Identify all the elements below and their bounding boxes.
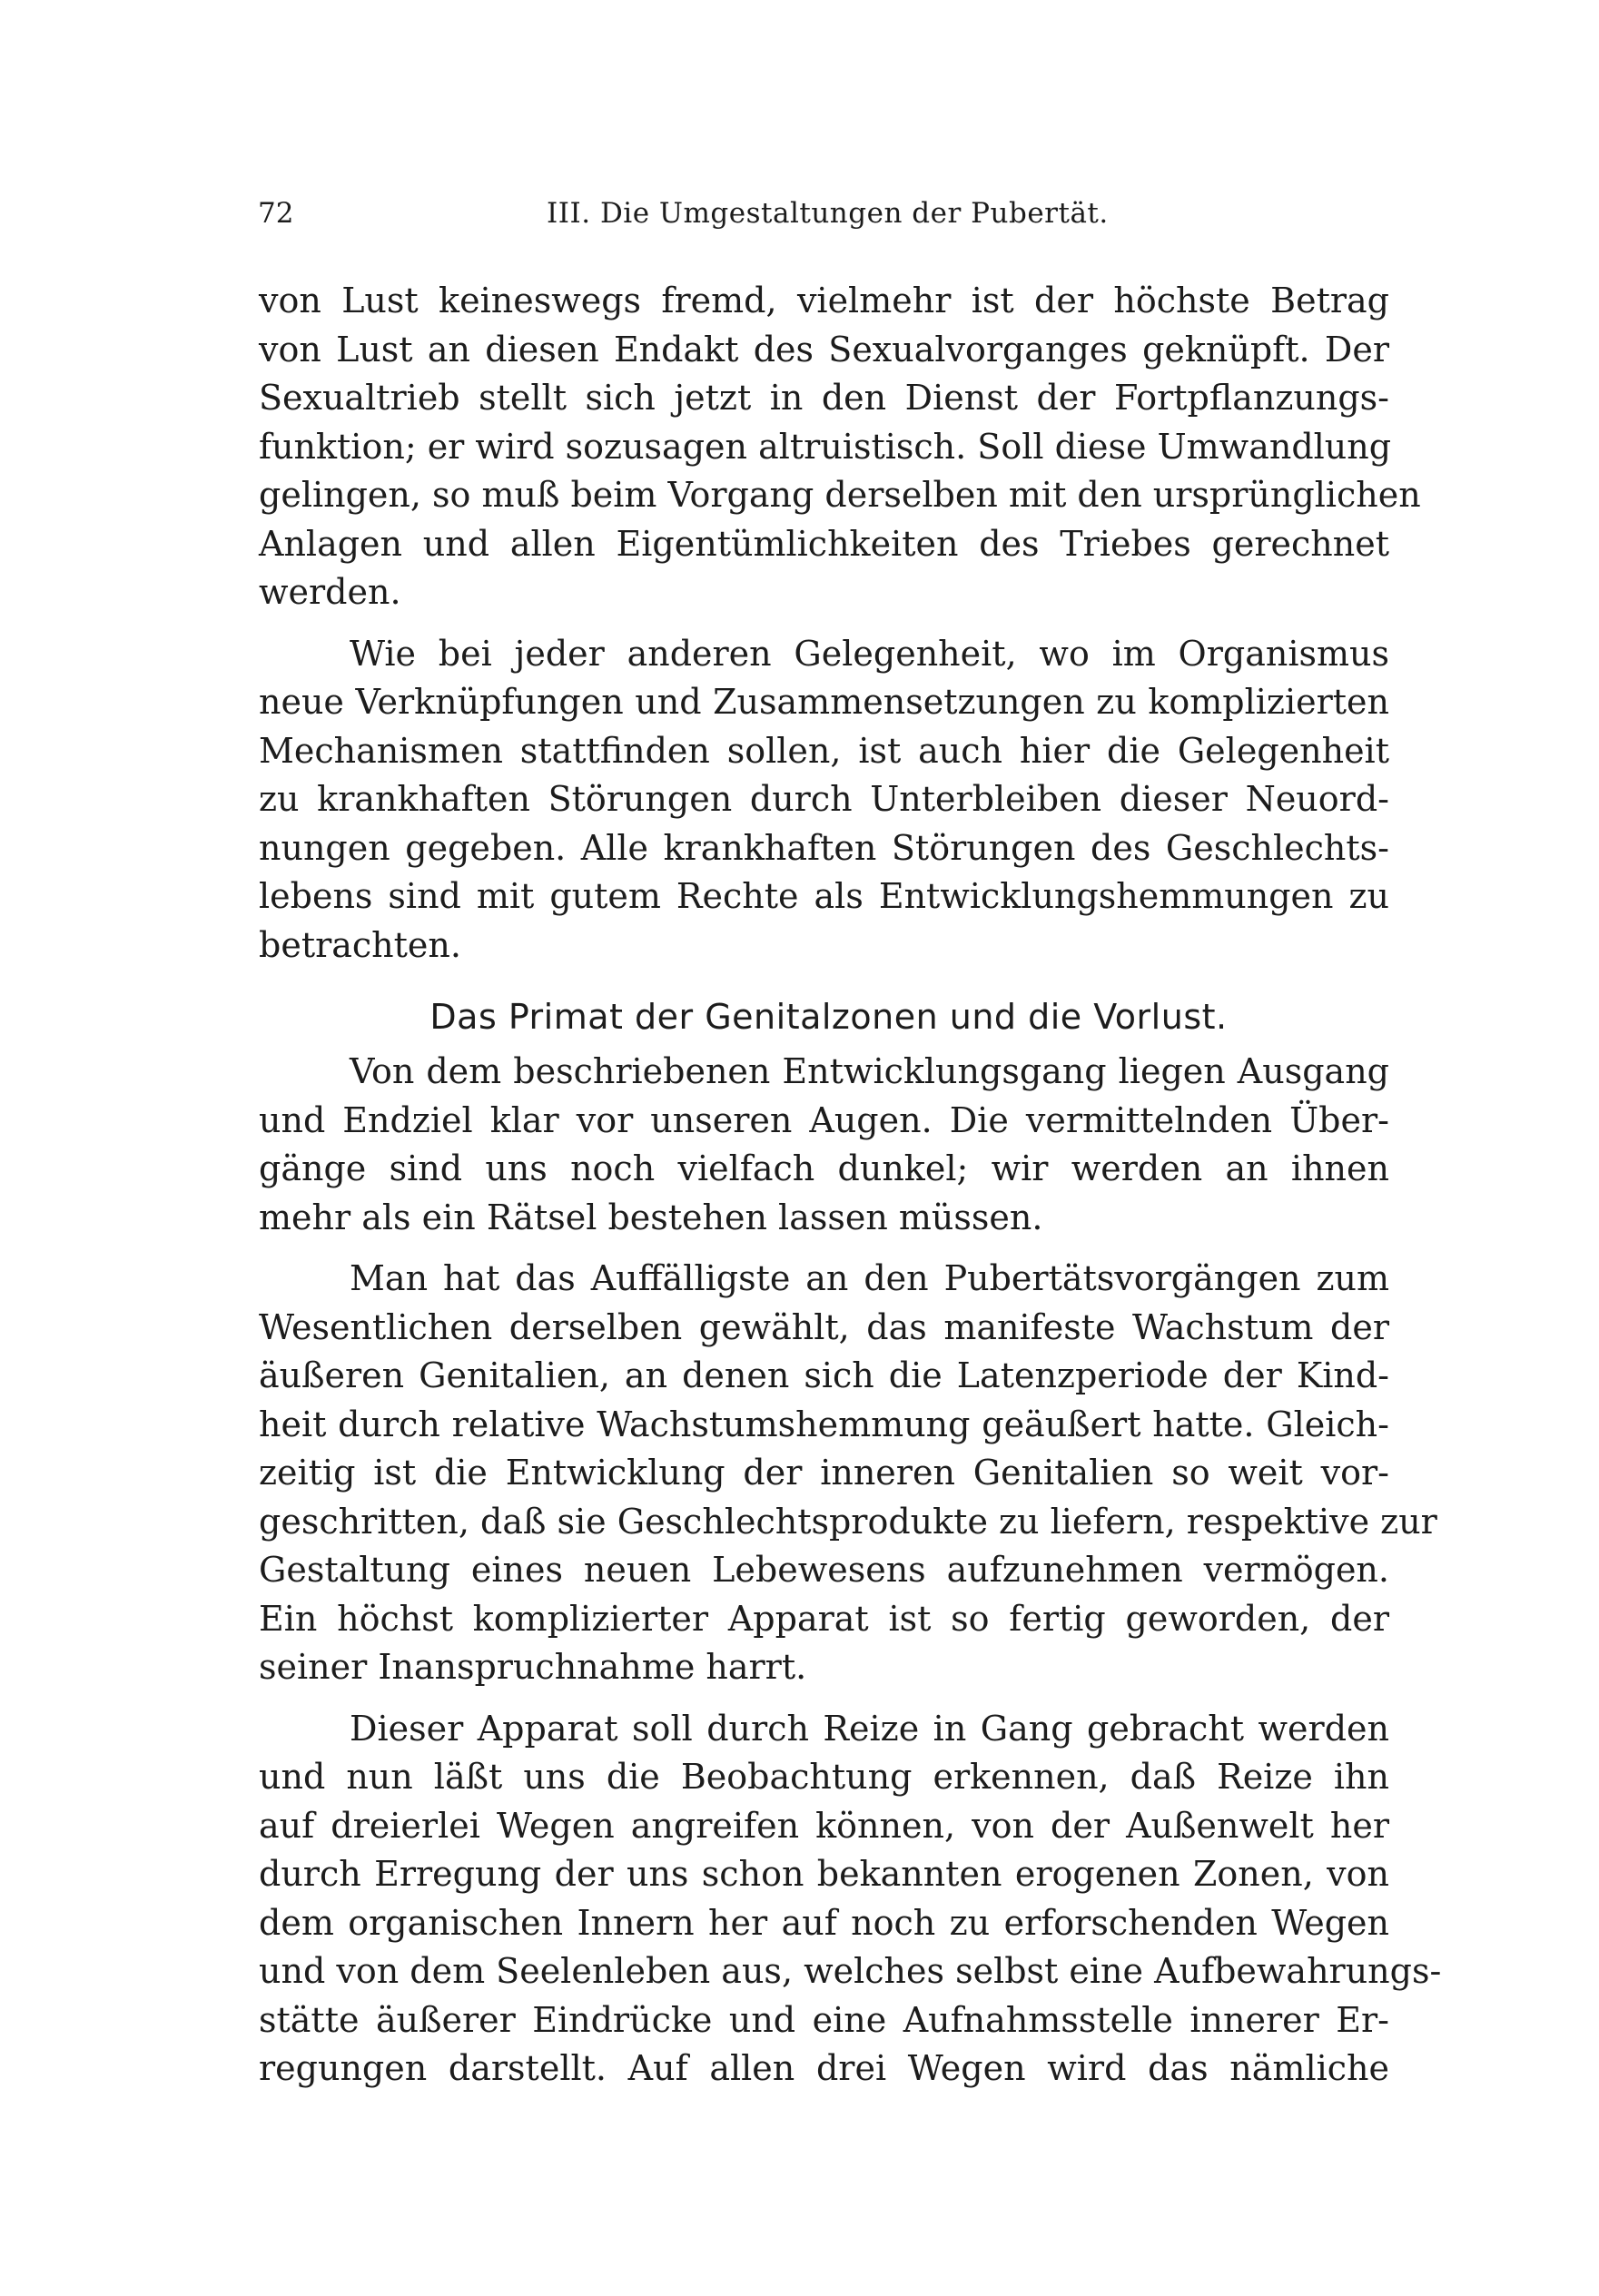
text-line: Wie bei jeder anderen Gelegenheit, wo im Organismus	[350, 633, 1389, 674]
text-line: heit durch relative Wachstumshemmung geäußert hatte. Gleich-	[259, 1404, 1389, 1444]
paragraph	[259, 1255, 1437, 1692]
paragraph	[259, 1048, 1389, 1242]
text-line: Wesentlichen derselben gewählt, das manifeste Wachstum der	[259, 1306, 1389, 1347]
text-line: mehr als ein Rätsel bestehen lassen müssen.	[259, 1197, 1043, 1237]
text-line: und Endziel klar vor unseren Augen. Die vermittelnden Über-	[259, 1099, 1389, 1140]
text-line: von Lust keineswegs fremd, vielmehr ist der höchste Betrag	[259, 281, 1389, 320]
text-line: gelingen, so muß beim Vorgang derselben mit den ursprünglichen	[259, 475, 1421, 515]
text-line: Dieser Apparat soll durch Reize in Gang gebracht werden	[350, 1708, 1389, 1749]
text-line: lebens sind mit gutem Rechte als Entwicklungshemmungen zu	[259, 876, 1389, 916]
text-line: äußeren Genitalien, an denen sich die Latenzperiode der Kind-	[259, 1355, 1389, 1395]
text-line: gänge sind uns noch vielfach dunkel; wir werden an ihnen	[259, 1148, 1389, 1188]
body-text	[259, 277, 1442, 2094]
text-line: zeitig ist die Entwicklung der inneren Genitalien so weit vor-	[259, 1453, 1389, 1493]
text-line: dem organischen Innern her auf noch zu erforschenden Wegen	[259, 1902, 1389, 1943]
paragraph	[259, 1705, 1442, 2094]
page-number: 72	[258, 197, 294, 230]
text-line: Man hat das Auffälligste an den Pubertätsvorgängen zum	[350, 1258, 1389, 1298]
text-line: nungen gegeben. Alle krankhaften Störungen des Geschlechts-	[259, 827, 1389, 868]
text-line: geschritten, daß sie Geschlechtsprodukte zu liefern, respektive zur	[259, 1501, 1437, 1542]
text-line: neue Verknüpfungen und Zusammensetzungen zu komplizierten	[259, 682, 1389, 722]
section-heading: Das Primat der Genitalzonen und die Vorlust.	[429, 997, 1228, 1037]
running-head	[238, 191, 1391, 236]
text-line: betrachten.	[259, 924, 461, 965]
text-line: Mechanismen stattfinden sollen, ist auch hier die Gelegenheit	[259, 730, 1389, 771]
text-line: seiner Inanspruchnahme harrt.	[259, 1647, 807, 1687]
text-line: Von dem beschriebenen Entwicklungsgang liegen Ausgang	[350, 1051, 1389, 1091]
text-line: stätte äußerer Eindrücke und eine Aufnahmsstelle innerer Er-	[259, 1999, 1389, 2040]
text-line: auf dreierlei Wegen angreifen können, von der Außenwelt her	[259, 1805, 1389, 1846]
paragraph	[259, 277, 1421, 617]
text-line: funktion; er wird sozusagen altruistisch. Soll diese Umwandlung	[259, 426, 1392, 467]
text-line: durch Erregung der uns schon bekannten erogenen Zonen, von	[259, 1854, 1389, 1894]
text-line: regungen darstellt. Auf allen drei Wegen wird das nämliche	[259, 2048, 1389, 2088]
paragraph	[259, 630, 1389, 971]
text-line: und von dem Seelenleben aus, welches selbst eine Aufbewahrungs-	[259, 1951, 1442, 1991]
text-line: Ein höchst komplizierter Apparat ist so fertig geworden, der	[259, 1598, 1389, 1639]
text-line: zu krankhaften Störungen durch Unterbleiben dieser Neuord-	[259, 779, 1389, 819]
text-line: werden.	[259, 572, 401, 612]
text-line: Gestaltung eines neuen Lebewesens aufzunehmen vermögen.	[259, 1550, 1389, 1590]
running-title: III. Die Umgestaltungen der Pubertät.	[547, 197, 1109, 230]
text-line: und nun läßt uns die Beobachtung erkennen, daß Reize ihn	[259, 1757, 1389, 1797]
text-line: von Lust an diesen Endakt des Sexualvorganges geknüpft. Der	[259, 329, 1389, 370]
text-line: Anlagen und allen Eigentümlichkeiten des Triebes gerechnet	[259, 523, 1389, 564]
text-line: Sexualtrieb stellt sich jetzt in den Dienst der Fortpflanzungs-	[259, 378, 1389, 418]
